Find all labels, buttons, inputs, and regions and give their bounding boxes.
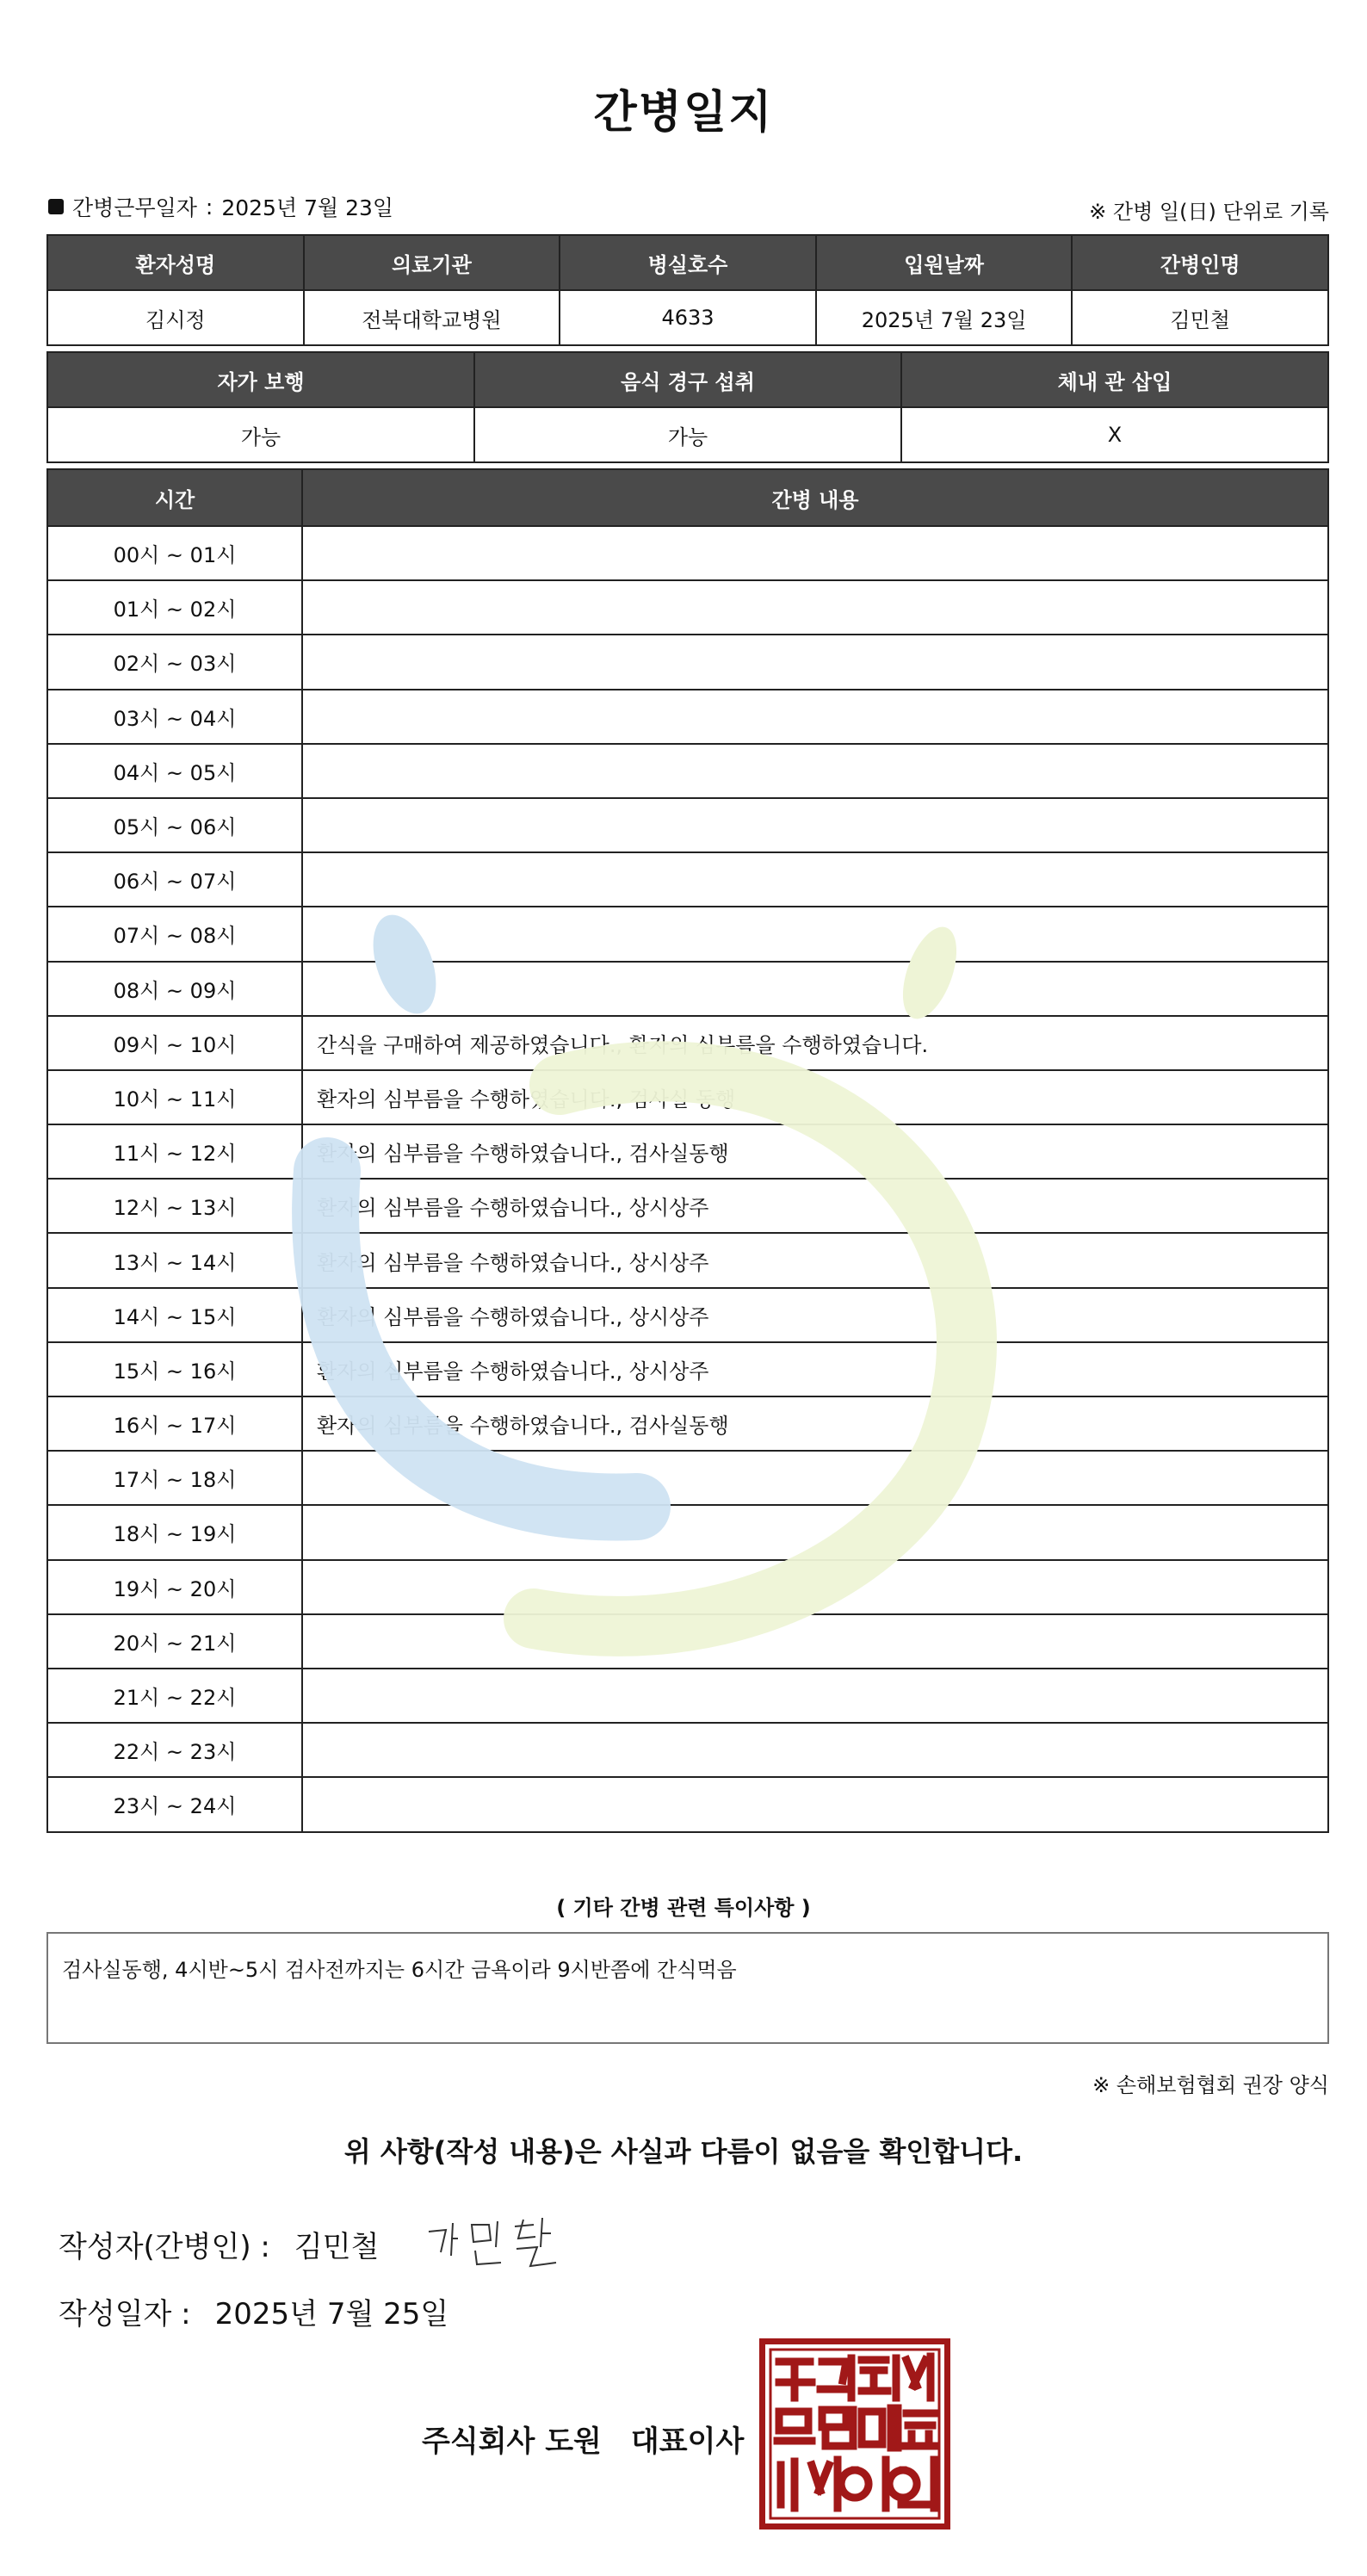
care-content-header: 간병 내용 [302,469,1328,526]
special-notes-box [46,1932,1329,2044]
company-name: 주식회사 도원 [422,2424,602,2459]
writer-name: 김민철 [294,2230,380,2264]
log-time-cell: 05시 ~ 06시 [47,798,302,852]
log-content-cell [302,526,1328,580]
log-time-cell: 06시 ~ 07시 [47,852,302,907]
log-row [47,907,1328,961]
log-time-cell: 01시 ~ 02시 [47,580,302,635]
log-time-cell: 16시 ~ 17시 [47,1396,302,1451]
company-title: 대표이사 [630,2424,745,2459]
caregiver-name-header: 간병인명 [1072,235,1328,290]
writer-row [59,2223,379,2265]
patient-info-table [46,234,1329,346]
time-header: 시간 [47,469,302,526]
log-content-cell [302,1669,1328,1723]
log-time-cell: 14시 ~ 15시 [47,1288,302,1342]
log-row [47,1669,1328,1723]
log-row [47,1233,1328,1287]
log-row [47,1288,1328,1342]
form-recommendation-note: ※ 손해보험협회 권장 양식 [1092,2073,1329,2097]
log-time-cell: 15시 ~ 16시 [47,1342,302,1396]
log-time-cell: 19시 ~ 20시 [47,1560,302,1614]
log-content-cell [302,635,1328,689]
page-title: 간병일지 [593,87,774,139]
oral-intake-value: 가능 [474,407,901,462]
hospital-value: 전북대학교병원 [304,290,560,345]
work-date-row [48,191,393,222]
log-content-cell [302,962,1328,1016]
log-content-cell [302,744,1328,798]
log-content-cell [302,1560,1328,1614]
oral-intake-header: 음식 경구 섭취 [474,352,901,407]
log-row [47,1777,1328,1831]
log-time-cell: 18시 ~ 19시 [47,1505,302,1559]
daily-record-note: ※ 간병 일(日) 단위로 기록 [1089,200,1329,224]
tube-insertion-value: X [901,407,1328,462]
log-row [47,1614,1328,1669]
log-content-cell: 환자의 심부름을 수행하였습니다., 상시상주 [302,1179,1328,1233]
admission-date-header: 입원날짜 [816,235,1073,290]
special-notes-title: ( 기타 간병 관련 특이사항 ) [556,1896,811,1920]
log-content-cell: 환자의 심부름을 수행하였습니다., 상시상주 [302,1233,1328,1287]
log-row [47,1396,1328,1451]
work-date-label: 간병근무일자 [72,195,197,220]
log-time-cell: 09시 ~ 10시 [47,1016,302,1070]
hospital-header: 의료기관 [304,235,560,290]
log-time-cell: 03시 ~ 04시 [47,690,302,744]
log-row [47,1124,1328,1179]
log-content-cell: 환자의 심부름을 수행하였습니다., 검사실동행 [302,1396,1328,1451]
log-content-cell [302,580,1328,635]
confirmation-statement: 위 사항(작성 내용)은 사실과 다름이 없음을 확인합니다. [343,2135,1024,2168]
log-row [47,526,1328,580]
patient-name-header: 환자성명 [47,235,304,290]
log-content-cell [302,690,1328,744]
self-walking-header: 자가 보행 [47,352,474,407]
write-date-row [59,2290,448,2332]
write-date-label: 작성일자 : [59,2297,191,2331]
log-time-cell: 08시 ~ 09시 [47,962,302,1016]
log-content-cell: 환자의 심부름을 수행하였습니다., 검사실동행 [302,1124,1328,1179]
log-time-cell: 20시 ~ 21시 [47,1614,302,1669]
log-content-cell: 환자의 심부름을 수행하였습니다., 검사실 동행 [302,1070,1328,1124]
log-content-cell [302,852,1328,907]
log-time-cell: 04시 ~ 05시 [47,744,302,798]
log-row [47,1342,1328,1396]
log-content-cell: 간식을 구매하여 제공하였습니다., 환자의 심부름을 수행하였습니다. [302,1016,1328,1070]
work-date-value: 2025년 7월 23일 [221,195,394,220]
log-row [47,1179,1328,1233]
log-content-cell [302,1451,1328,1505]
log-time-cell: 02시 ~ 03시 [47,635,302,689]
log-content-cell: 환자의 심부름을 수행하였습니다., 상시상주 [302,1342,1328,1396]
self-walking-value: 가능 [47,407,474,462]
log-time-cell: 11시 ~ 12시 [47,1124,302,1179]
log-row [47,1723,1328,1777]
log-row [47,580,1328,635]
log-row [47,852,1328,907]
log-content-cell [302,1614,1328,1669]
log-time-cell: 13시 ~ 14시 [47,1233,302,1287]
log-time-cell: 17시 ~ 18시 [47,1451,302,1505]
log-time-cell: 22시 ~ 23시 [47,1723,302,1777]
company-seal-stamp [759,2338,950,2530]
log-content-cell [302,1723,1328,1777]
log-time-cell: 07시 ~ 08시 [47,907,302,961]
work-date-separator: : [205,194,213,220]
square-bullet-icon [48,199,64,214]
log-row [47,1505,1328,1559]
care-log-table [46,468,1329,1833]
write-date-value: 2025년 7월 25일 [214,2297,449,2331]
log-row [47,1451,1328,1505]
seal-glyphs [765,2344,944,2523]
log-content-cell [302,1505,1328,1559]
log-time-cell: 00시 ~ 01시 [47,526,302,580]
special-notes-text: 검사실동행, 4시반~5시 검사전까지는 6시간 금욕이라 9시반쯤에 간식먹음 [62,1958,737,1982]
log-content-cell [302,907,1328,961]
log-row [47,1560,1328,1614]
patient-name-value: 김시정 [47,290,304,345]
log-row [47,690,1328,744]
log-content-cell: 환자의 심부름을 수행하였습니다., 상시상주 [302,1288,1328,1342]
room-number-value: 4633 [560,290,816,345]
log-time-cell: 21시 ~ 22시 [47,1669,302,1723]
room-number-header: 병실호수 [560,235,816,290]
log-row [47,962,1328,1016]
log-content-cell [302,1777,1328,1831]
log-row [47,798,1328,852]
company-signature-line [422,2418,744,2460]
handwritten-signature [422,2213,568,2273]
log-row [47,744,1328,798]
log-row [47,1016,1328,1070]
writer-label: 작성자(간병인) : [59,2230,270,2264]
patient-status-table [46,351,1329,463]
log-row [47,635,1328,689]
tube-insertion-header: 체내 관 삽입 [901,352,1328,407]
log-content-cell [302,798,1328,852]
log-time-cell: 23시 ~ 24시 [47,1777,302,1831]
log-time-cell: 10시 ~ 11시 [47,1070,302,1124]
caregiver-name-value: 김민철 [1072,290,1328,345]
log-row [47,1070,1328,1124]
log-time-cell: 12시 ~ 13시 [47,1179,302,1233]
admission-date-value: 2025년 7월 23일 [816,290,1073,345]
